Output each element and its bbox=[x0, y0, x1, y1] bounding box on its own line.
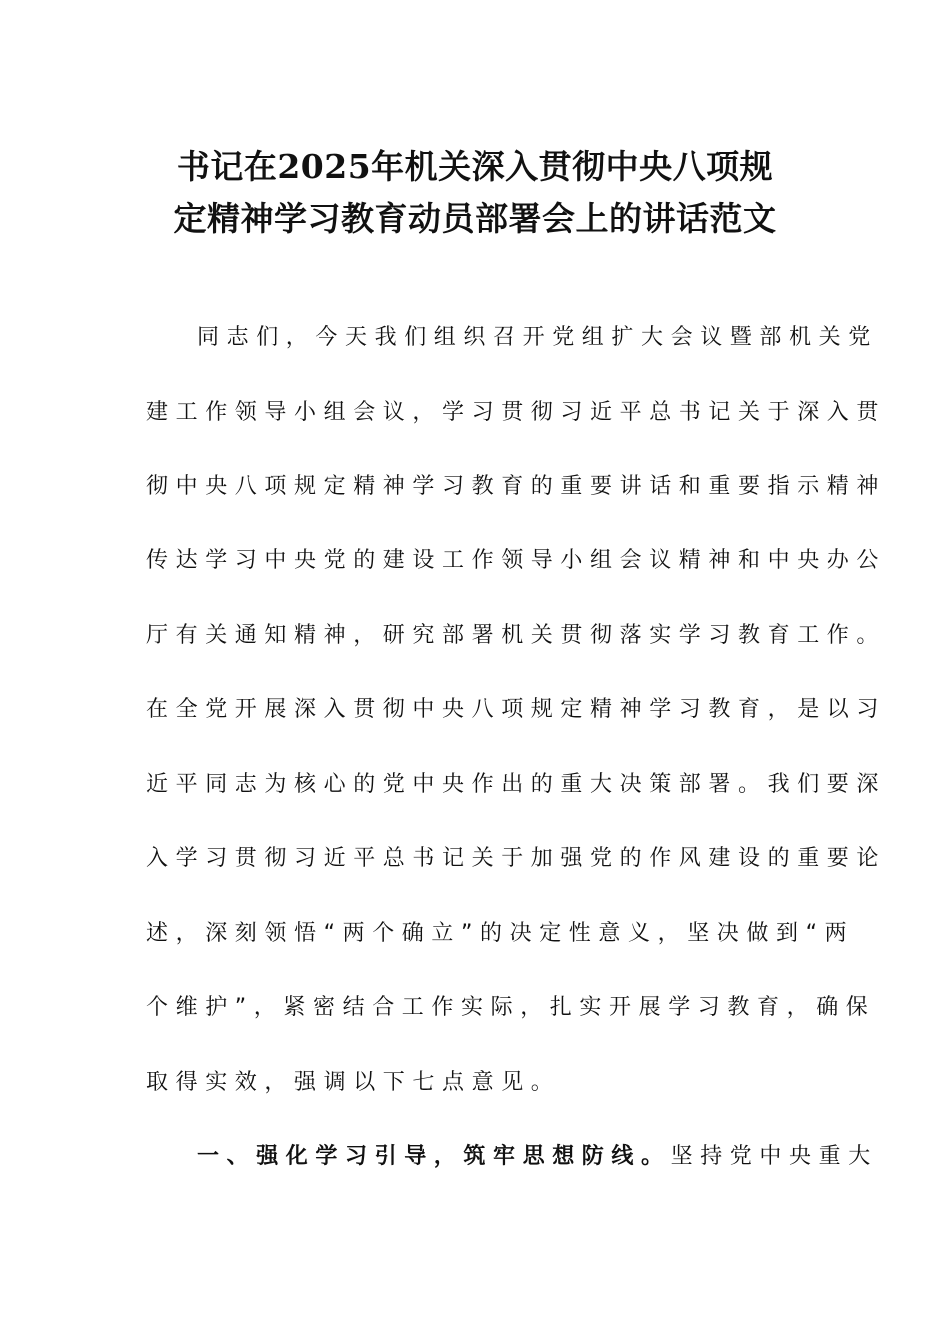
paragraph-line: 同志们，今天我们组织召开党组扩大会议暨部机关党 bbox=[197, 325, 878, 350]
paragraph-line: 述，深刻领悟“两个确立”的决定性意义，坚决做到“两 bbox=[146, 921, 855, 946]
document-title-line-2: 定精神学习教育动员部署会上的讲话范文 bbox=[173, 199, 777, 238]
paragraph-line: 入学习贯彻习近平总书记关于加强党的作风建设的重要论 bbox=[146, 846, 887, 871]
paragraph-line: 在全党开展深入贯彻中央八项规定精神学习教育，是以习 bbox=[146, 697, 887, 722]
section-one-heading: 一、强化学习引导，筑牢思想防线。 bbox=[197, 1144, 671, 1169]
document-title-line-1: 书记在2025年机关深入贯彻中央八项规 bbox=[176, 147, 774, 186]
paragraph-line: 厅有关通知精神，研究部署机关贯彻落实学习教育工作。 bbox=[146, 623, 887, 648]
paragraph-line: 建工作领导小组会议，学习贯彻习近平总书记关于深入贯 bbox=[146, 400, 887, 425]
paragraph-line: 取得实效，强调以下七点意见。 bbox=[146, 1070, 561, 1095]
paragraph-line: 个维护”，紧密结合工作实际，扎实开展学习教育，确保 bbox=[146, 995, 876, 1020]
paragraph-line: 传达学习中央党的建设工作领导小组会议精神和中央办公 bbox=[146, 548, 887, 573]
section-one-text: 坚持党中央重大 bbox=[670, 1144, 878, 1169]
paragraph-line: 彻中央八项规定精神学习教育的重要讲话和重要指示精神 bbox=[146, 474, 887, 499]
paragraph-line: 近平同志为核心的党中央作出的重大决策部署。我们要深 bbox=[146, 772, 887, 797]
section-one-line bbox=[197, 1142, 878, 1172]
